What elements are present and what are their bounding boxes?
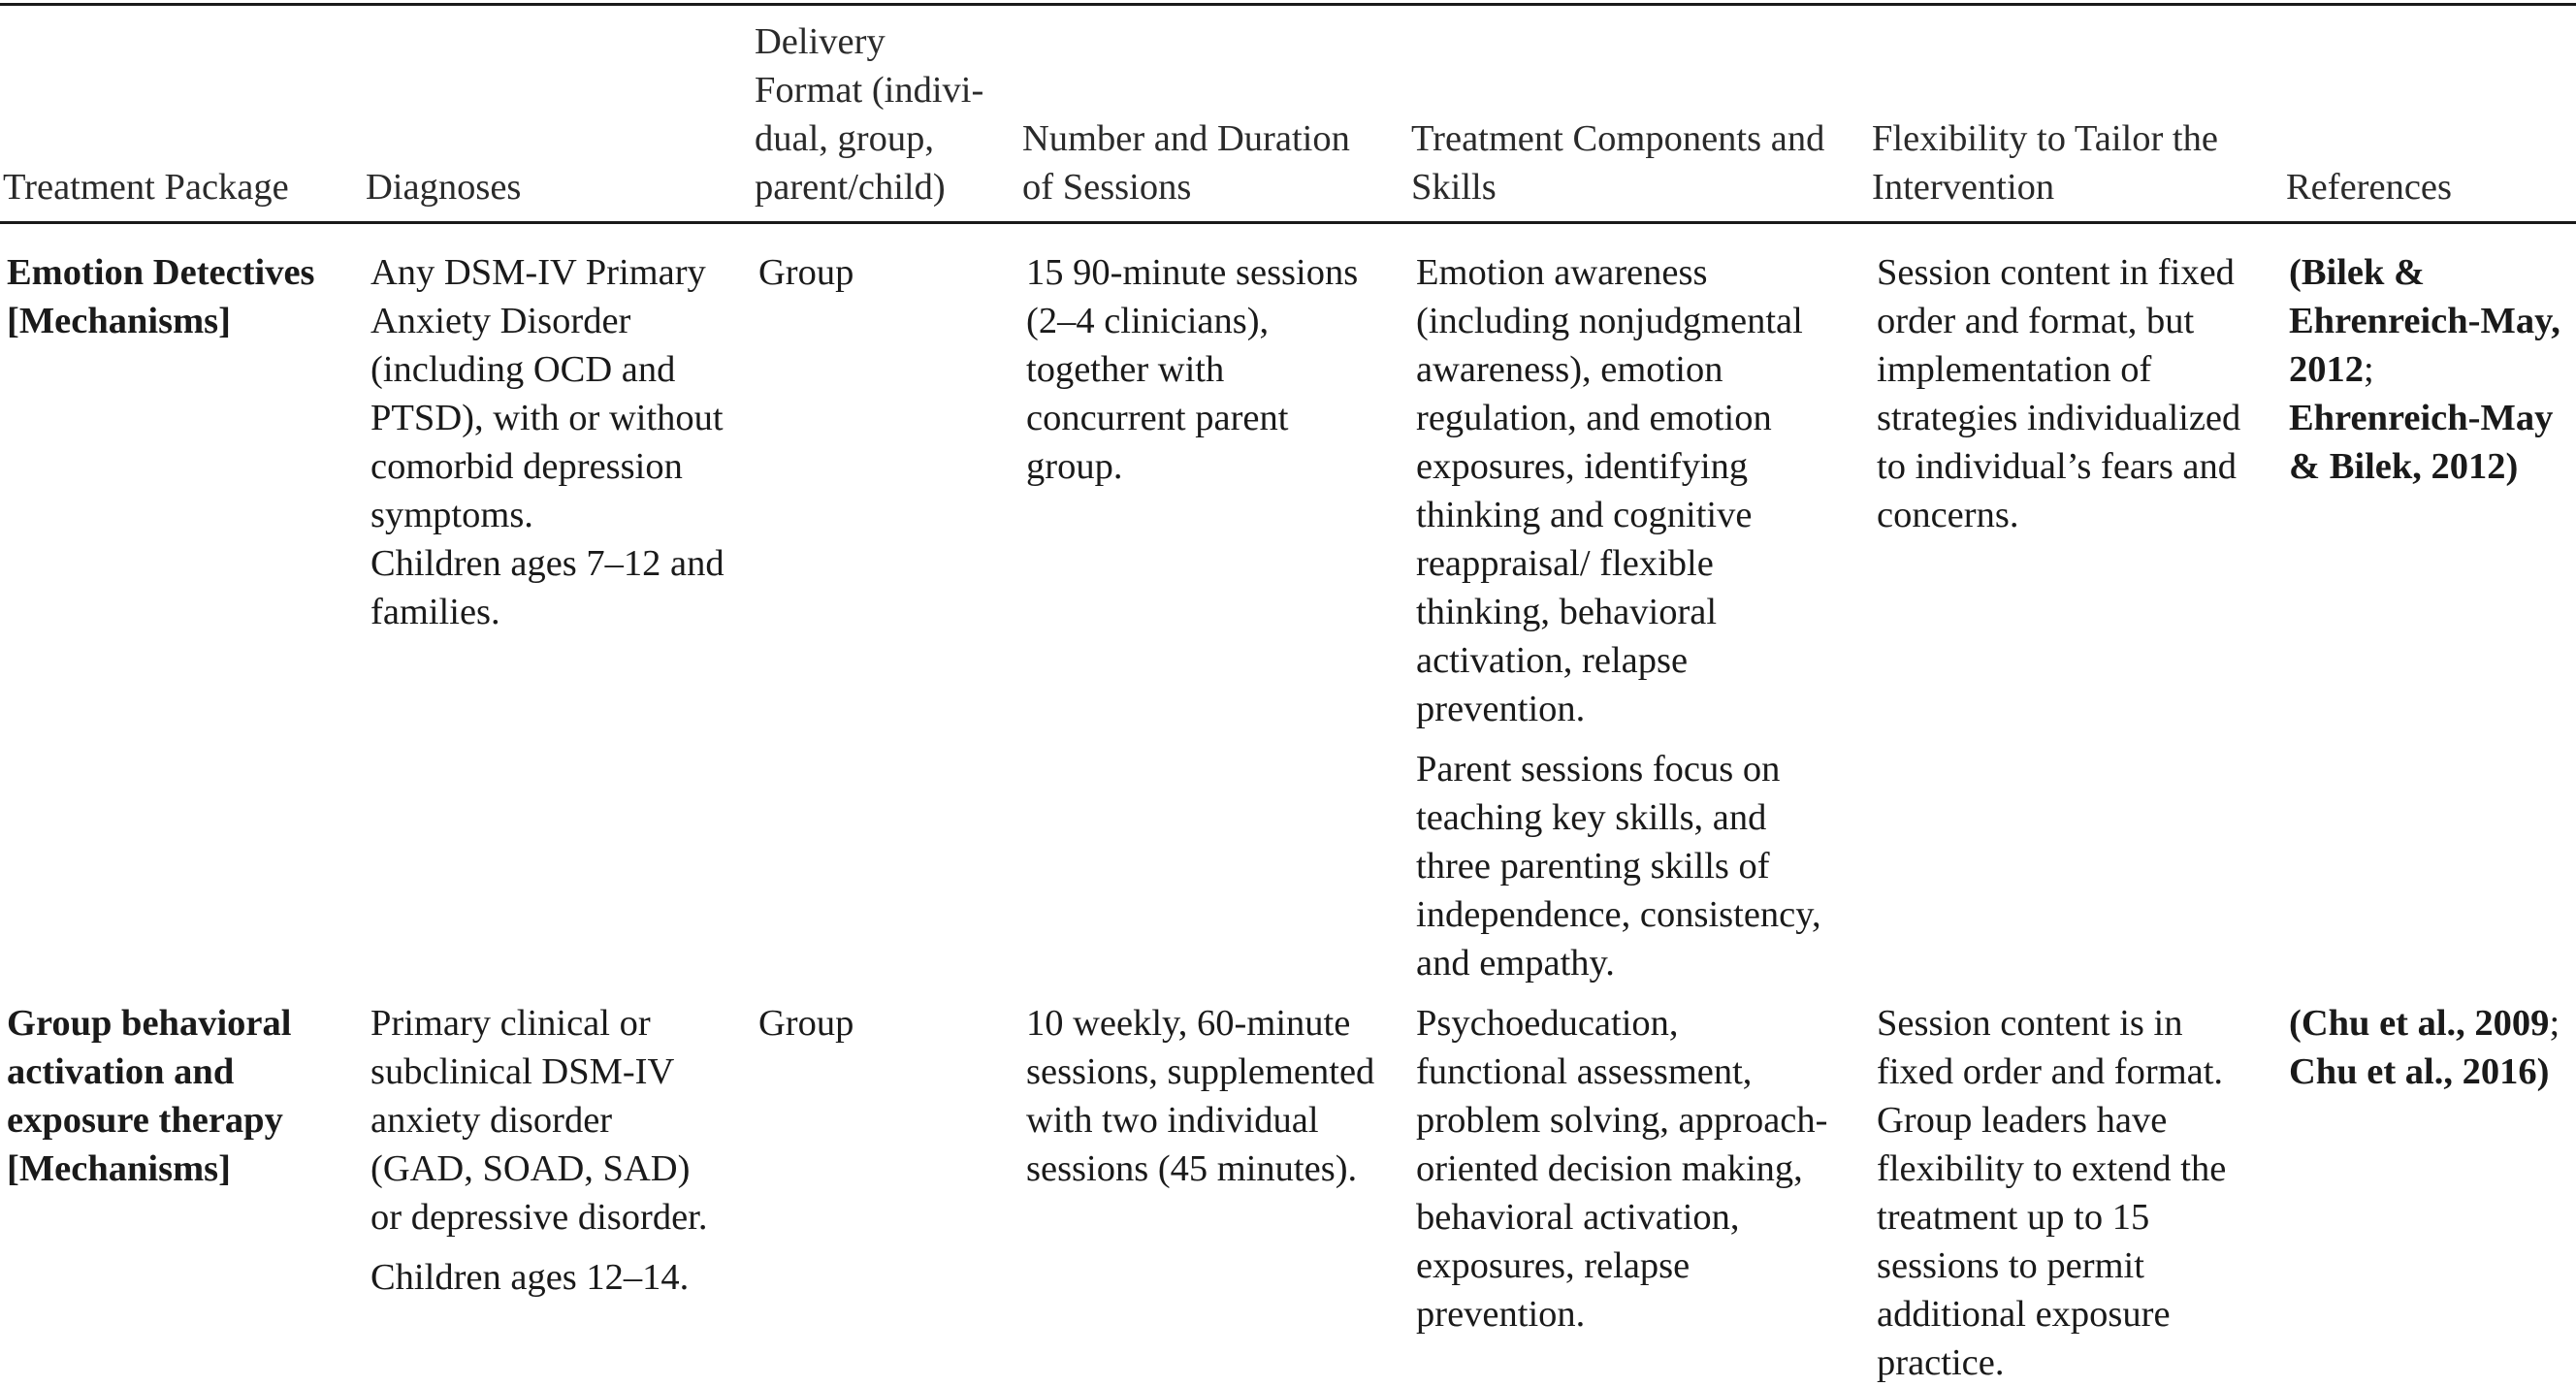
components-line: Parent sessions focus on — [1416, 749, 1781, 790]
paragraph-gap — [370, 1242, 707, 1253]
paragraph-gap — [1416, 733, 1821, 745]
header-treatment-package: Treatment Package — [3, 167, 289, 208]
header-sessions — [1022, 114, 1350, 210]
diagnoses-line: subclinical DSM-IV — [370, 1051, 675, 1092]
flexibility-line: Session content is in — [1877, 1003, 2183, 1044]
row-flexibility — [1877, 999, 2226, 1387]
sessions-line: with two individual — [1026, 1100, 1319, 1141]
diagnoses-line: Anxiety Disorder — [370, 301, 631, 341]
flexibility-line: order and format, but — [1877, 301, 2195, 341]
diagnoses-line: (GAD, SOAD, SAD) — [370, 1148, 691, 1189]
flexibility-line: sessions to permit — [1877, 1245, 2144, 1286]
row-references — [2289, 248, 2560, 491]
flexibility-line: practice. — [1877, 1342, 2005, 1383]
header-references: References — [2286, 167, 2452, 208]
reference-line: Ehrenreich-May — [2289, 398, 2554, 438]
reference-separator: ; — [2364, 349, 2374, 390]
header-delivery-line: Format (indivi- — [755, 70, 984, 111]
sessions-line: 10 weekly, 60-minute — [1026, 1003, 1351, 1044]
components-line: and empathy. — [1416, 943, 1615, 984]
package-line: Emotion Detectives — [7, 252, 315, 293]
components-line: (including nonjudgmental — [1416, 301, 1803, 341]
header-delivery-line: Delivery — [755, 21, 886, 62]
flexibility-line: fixed order and format. — [1877, 1051, 2224, 1092]
reference-separator: ; — [2549, 1003, 2560, 1044]
package-line: [Mechanisms] — [7, 301, 231, 341]
row-diagnoses — [370, 248, 724, 636]
table-top-rule — [0, 3, 2576, 6]
row-diagnoses — [370, 999, 707, 1302]
diagnoses-line: or depressive disorder. — [370, 1197, 708, 1238]
components-line: exposures, relapse — [1416, 1245, 1690, 1286]
components-line: Psychoeducation, — [1416, 1003, 1679, 1044]
header-delivery-line: dual, group, — [755, 118, 934, 159]
components-line: regulation, and emotion — [1416, 398, 1772, 438]
header-components-line: Skills — [1411, 167, 1497, 208]
header-flexibility — [1872, 114, 2218, 210]
sessions-line: sessions, supplemented — [1026, 1051, 1375, 1092]
diagnoses-line: (including OCD and — [370, 349, 676, 390]
header-sessions-line: of Sessions — [1022, 167, 1192, 208]
components-line: reappraisal/ flexible — [1416, 543, 1714, 584]
flexibility-line: to individual’s fears and — [1877, 446, 2238, 487]
row-flexibility — [1877, 248, 2240, 539]
reference-line — [2289, 999, 2560, 1048]
header-sessions-line: Number and Duration — [1022, 118, 1350, 159]
components-line: exposures, identifying — [1416, 446, 1749, 487]
components-line: thinking, behavioral — [1416, 592, 1718, 632]
reference-text: (Chu et al., 2009 — [2289, 1003, 2550, 1044]
table-header-rule — [0, 221, 2576, 224]
flexibility-line: Session content in fixed — [1877, 252, 2235, 293]
flexibility-line: treatment up to 15 — [1877, 1197, 2150, 1238]
diagnoses-line: anxiety disorder — [370, 1100, 613, 1141]
sessions-line: together with — [1026, 349, 1225, 390]
reference-text: 2012 — [2289, 349, 2364, 390]
header-components-line: Treatment Components and — [1411, 118, 1825, 159]
components-line: three parenting skills of — [1416, 846, 1770, 887]
components-line: thinking and cognitive — [1416, 495, 1753, 535]
components-line: Emotion awareness — [1416, 252, 1708, 293]
flexibility-line: flexibility to extend the — [1877, 1148, 2227, 1189]
components-line: prevention. — [1416, 689, 1586, 729]
header-components — [1411, 114, 1824, 210]
sessions-line: group. — [1026, 446, 1123, 487]
package-line: Group behavioral — [7, 1003, 292, 1044]
row-sessions — [1026, 248, 1358, 491]
components-line: oriented decision making, — [1416, 1148, 1803, 1189]
components-line: independence, consistency, — [1416, 894, 1821, 935]
row-treatment-package — [7, 999, 291, 1193]
row-components — [1416, 248, 1821, 987]
reference-line: (Bilek & — [2289, 252, 2426, 293]
diagnoses-line: symptoms. — [370, 495, 533, 535]
package-line: activation and — [7, 1051, 235, 1092]
row-treatment-package — [7, 248, 315, 345]
diagnoses-line: comorbid depression — [370, 446, 683, 487]
components-line: functional assessment, — [1416, 1051, 1753, 1092]
header-flexibility-line: Flexibility to Tailor the — [1872, 118, 2218, 159]
sessions-line: 15 90-minute sessions — [1026, 252, 1359, 293]
components-line: teaching key skills, and — [1416, 797, 1767, 838]
header-delivery-line: parent/child) — [755, 167, 946, 208]
components-line: awareness), emotion — [1416, 349, 1723, 390]
diagnoses-line: PTSD), with or without — [370, 398, 724, 438]
components-line: behavioral activation, — [1416, 1197, 1740, 1238]
diagnoses-line: Primary clinical or — [370, 1003, 651, 1044]
row-sessions — [1026, 999, 1374, 1193]
components-line: problem solving, approach- — [1416, 1100, 1828, 1141]
flexibility-line: additional exposure — [1877, 1294, 2171, 1335]
flexibility-line: strategies individualized — [1877, 398, 2241, 438]
sessions-line: (2–4 clinicians), — [1026, 301, 1270, 341]
header-diagnoses: Diagnoses — [366, 167, 522, 208]
package-line: exposure therapy — [7, 1100, 283, 1141]
row-delivery-format: Group — [758, 252, 854, 293]
row-components — [1416, 999, 1827, 1339]
flexibility-line: concerns. — [1877, 495, 2019, 535]
sessions-line: concurrent parent — [1026, 398, 1289, 438]
row-delivery-format: Group — [758, 1003, 854, 1044]
reference-line: & Bilek, 2012) — [2289, 446, 2519, 487]
package-line: [Mechanisms] — [7, 1148, 231, 1189]
header-delivery-format — [755, 17, 983, 210]
components-line: activation, relapse — [1416, 640, 1689, 681]
diagnoses-line: Children ages 7–12 and — [370, 543, 724, 584]
reference-line: Ehrenreich-May, — [2289, 301, 2560, 341]
flexibility-line: implementation of — [1877, 349, 2152, 390]
reference-line — [2289, 345, 2560, 394]
diagnoses-line: Children ages 12–14. — [370, 1257, 690, 1298]
components-line: prevention. — [1416, 1294, 1586, 1335]
reference-line: Chu et al., 2016) — [2289, 1051, 2550, 1092]
diagnoses-line: Any DSM-IV Primary — [370, 252, 706, 293]
sessions-line: sessions (45 minutes). — [1026, 1148, 1358, 1189]
flexibility-line: Group leaders have — [1877, 1100, 2168, 1141]
header-flexibility-line: Intervention — [1872, 167, 2055, 208]
row-references — [2289, 999, 2560, 1096]
diagnoses-line: families. — [370, 592, 500, 632]
